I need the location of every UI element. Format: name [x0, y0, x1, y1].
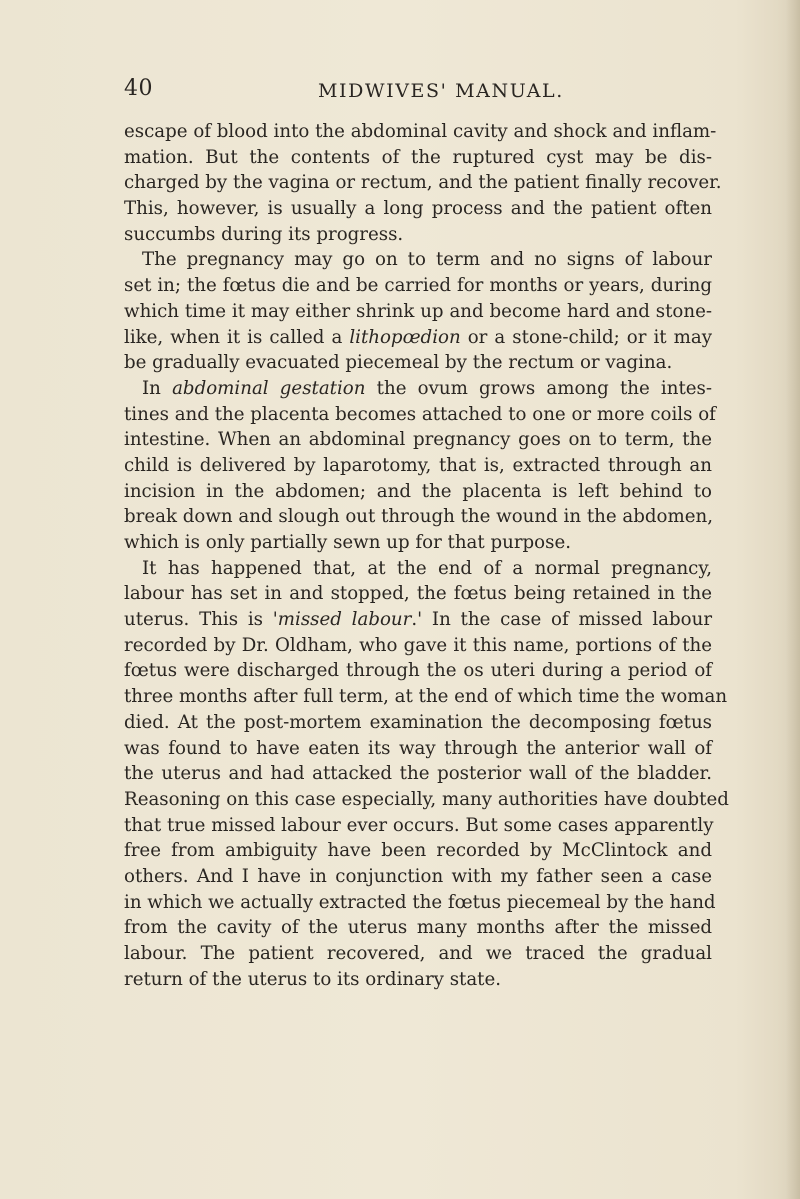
text-line: free from ambiguity have been recorded by McClintock and: [124, 840, 712, 862]
body-text: [124, 119, 729, 992]
text-line: mation. But the contents of the ruptured cyst may be dis-: [124, 146, 712, 168]
page-edge-shadow: [786, 0, 800, 1199]
paragraph: [124, 556, 729, 993]
running-head: MIDWIVES' MANUAL.: [318, 80, 564, 102]
page-header: [0, 76, 800, 106]
text-line: was found to have eaten its way through the anterior wall of: [124, 737, 712, 759]
text-line: which is only partially sewn up for that purpose.: [124, 532, 572, 553]
text-line: which time it may either shrink up and become hard and stone-: [124, 300, 712, 322]
text-line: It has happened that, at the end of a normal pregnancy,: [142, 557, 712, 579]
text-line: tines and the placenta becomes attached to one or more coils of: [124, 403, 716, 425]
text-line: set in; the fœtus die and be carried for months or years, during: [124, 275, 712, 297]
text-line: break down and slough out through the wound in the abdomen,: [124, 506, 713, 528]
text-line: like, when it is called a lithopœdion or a stone-child; or it may: [124, 326, 712, 348]
paragraph: [124, 376, 716, 556]
text-line: the uterus and had attacked the posterior wall of the bladder.: [124, 763, 712, 785]
text-line: child is delivered by laparotomy, that is, extracted through an: [124, 454, 712, 476]
page-number: 40: [124, 76, 153, 101]
text-line: labour. The patient recovered, and we traced the gradual: [124, 943, 712, 964]
text-line: uterus. This is 'missed labour.' In the case of missed labour: [124, 609, 713, 631]
text-line: that true missed labour ever occurs. But some cases apparently: [124, 814, 714, 836]
text-line: return of the uterus to its ordinary state.: [124, 968, 502, 990]
text-line: others. And I have in conjunction with my father seen a case: [124, 865, 712, 887]
paragraph: [124, 119, 722, 247]
text-line: labour has set in and stopped, the fœtus being retained in the: [124, 583, 712, 605]
text-line: charged by the vagina or rectum, and the patient finally recover.: [124, 172, 722, 194]
text-line: The pregnancy may go on to term and no signs of labour: [142, 249, 712, 271]
italic-term: abdominal gestation: [172, 377, 366, 399]
text-line: In abdominal gestation the ovum grows among the intes-: [142, 377, 713, 399]
paragraph: [124, 247, 712, 375]
text-line: be gradually evacuated piecemeal by the rectum or vagina.: [124, 352, 673, 374]
text-line: incision in the abdomen; and the placenta is left behind to: [124, 480, 712, 502]
italic-term: missed labour: [277, 609, 412, 631]
text-line: from the cavity of the uterus many months after the missed: [124, 917, 712, 939]
text-line: in which we actually extracted the fœtus piecemeal by the hand: [124, 891, 716, 913]
italic-term: lithopœdion: [349, 326, 461, 348]
text-line: succumbs during its progress.: [124, 223, 404, 245]
text-line: fœtus were discharged through the os uteri during a period of: [124, 660, 712, 682]
text-line: Reasoning on this case especially, many authorities have doubted: [124, 788, 729, 810]
text-line: died. At the post-mortem examination the decomposing fœtus: [124, 711, 712, 733]
text-line: intestine. When an abdominal pregnancy goes on to term, the: [124, 429, 712, 451]
text-line: escape of blood into the abdominal cavity and shock and inflam-: [124, 121, 717, 142]
text-line: three months after full term, at the end of which time the woman: [124, 686, 728, 708]
text-line: This, however, is usually a long process and the patient often: [124, 198, 712, 220]
text-line: recorded by Dr. Oldham, who gave it this name, portions of the: [124, 634, 712, 656]
